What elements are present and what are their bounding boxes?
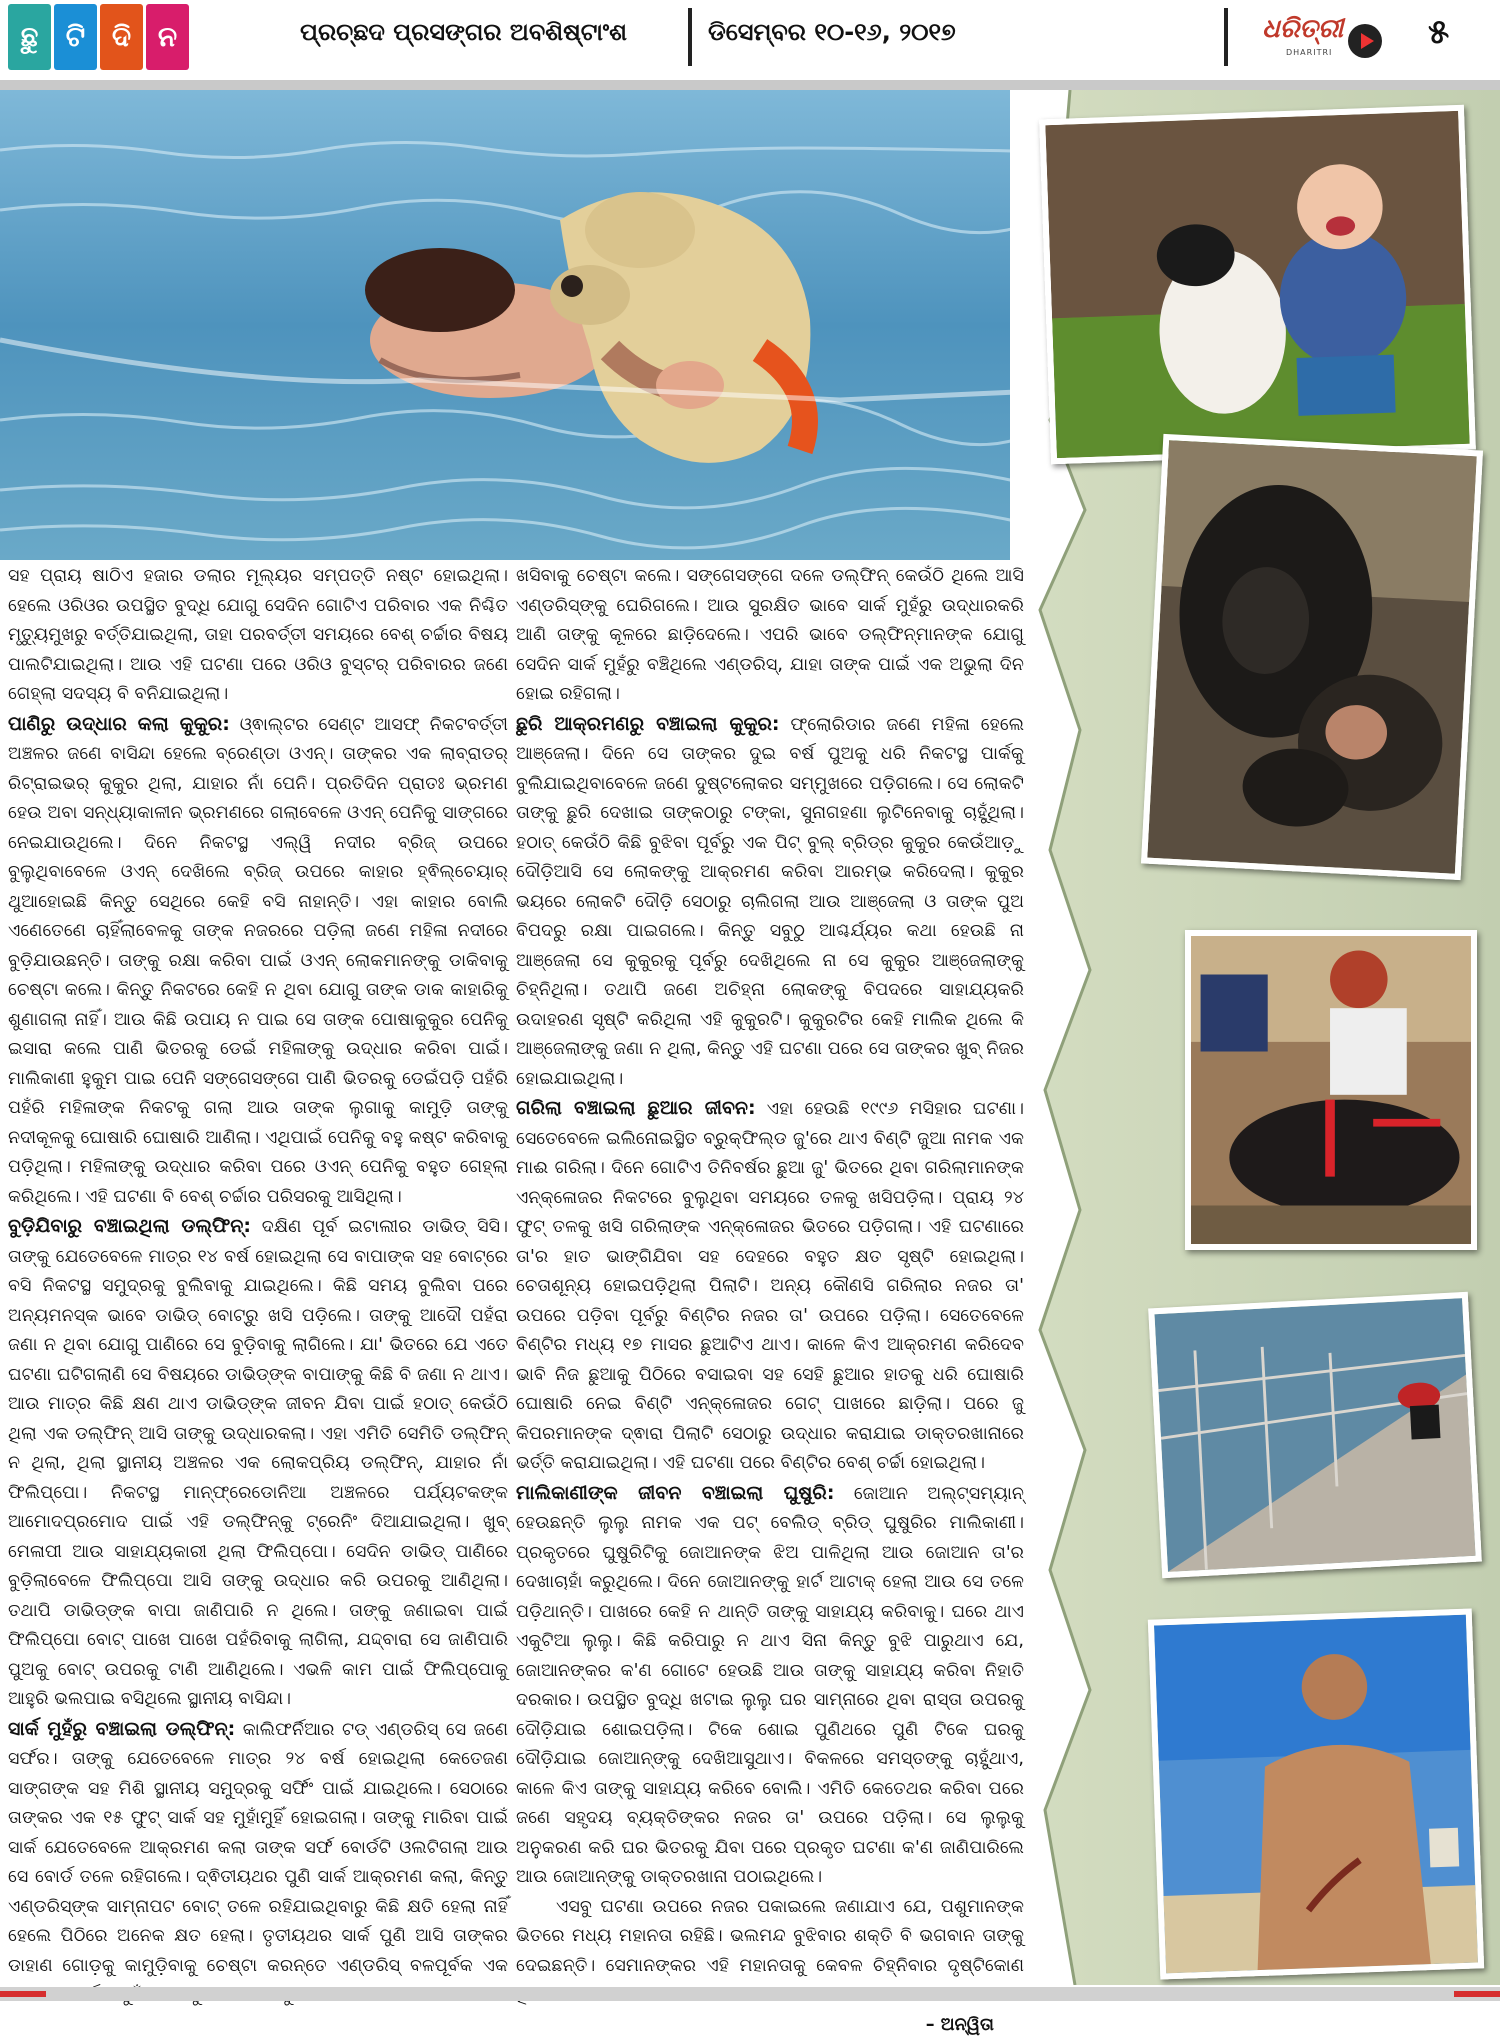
paragraph: ପାଣିରୁ ଉଦ୍ଧାର କଲା କୁକୁର: ଓ୍ଵାଲ୍ଟର ସେଣ୍ଟ ଆସଫ୍ ନିକଟବର୍ତ୍ତୀ ଅଞ୍ଚଳର ଜଣେ ବାସିନ୍ଦା ହେଲେ ବ୍ରେଣ୍ଡା ଓଏନ୍। ତାଙ୍କର ଏକ ଲାବ୍ରାଡର୍ ରିଟ୍ରାଇଭର୍ କୁକୁର ଥିଲା, ଯାହାର ନାଁ ପେନି। ପ୍ରତିଦିନ ପ୍ରାତଃ ଭ୍ରମଣ ହେଉ ଅବା ସନ୍ଧ୍ୟାକାଳୀନ ଭ୍ରମଣରେ ଗଲାବେଳେ ଓଏନ୍ ପେନିକୁ ସାଙ୍ଗରେ ନେଇଯାଉଥିଲେ। ଦିନେ ନିକଟସ୍ଥ ଏଲ୍‌ୱି ନଦୀର ବ୍ରିଜ୍ ଉପରେ ବୁଲୁଥିବାବେଳେ ଓଏନ୍ ଦେଖିଲେ ବ୍ରିଜ୍ ଉପରେ କାହାର ହ୍ଵିଲ୍‌ଚେୟାର୍ ଥୁଆହୋଇଛି କିନ୍ତୁ ସେଥିରେ କେହି ବସି ନାହାନ୍ତି। ଏହା କାହାର ବୋଲି ଏଣେତେଣେ ଚାହିଁଲାବେଳକୁ ତାଙ୍କ ନଜରରେ ପଡ଼ିଲା ଜଣେ ମହିଳା ନଦୀରେ ବୁଡ଼ିଯାଉଛନ୍ତି। ତାଙ୍କୁ ରକ୍ଷା କରିବା ପାଇଁ ଓଏନ୍ ଲୋକମାନଙ୍କୁ ଡାକିବାକୁ ଚେଷ୍ଟା କଲେ। କିନ୍ତୁ ନିକଟରେ କେହି ନ ଥିବା ଯୋଗୁ ତାଙ୍କ ଡାକ କାହାରିକୁ ଶୁଣାଗଲା ନାହିଁ। ଆଉ କିଛି ଉପାୟ ନ ପାଇ ସେ ତାଙ୍କ ପୋଷାକୁକୁର ପେନିକୁ ଇସାରା କଲେ ପାଣି ଭିତରକୁ ଡେଇଁ ମହିଳାଙ୍କୁ ଉଦ୍ଧାର କରିବା ପାଇଁ। ମାଲିକାଣୀ ହୁକୁମ ପାଇ ପେନି ସଙ୍ଗେସଙ୍ଗେ ପାଣି ଭିତରକୁ ଡେଇଁପଡ଼ି ପହଁରି ପହଁରି ମହିଳାଙ୍କ ନିକଟକୁ ଗଲା ଆଉ ତାଙ୍କ ଲୁଗାକୁ କାମୁଡ଼ି ତାଙ୍କୁ ନଦୀକୂଳକୁ ଘୋଷାରି ଘୋଷାରି ଆଣିଲା। ଏଥିପାଇଁ ପେନିକୁ ବହୁ କଷ୍ଟ କରିବାକୁ ପଡ଼ିଥିଲା। ମହିଳାଙ୍କୁ ଉଦ୍ଧାର କରିବା ପରେ ଓଏନ୍ ପେନିକୁ ବହୁତ ଗେହ୍ଲା କରିଥିଲେ। ଏହି ଘଟଣା ବି ବେଶ୍ ଚର୍ଚ୍ଚାର ପରିସରକୁ ଆସିଥିଲା। — [8, 710, 508, 1213]
photo-gorilla-with-baby — [1141, 434, 1483, 880]
publisher-logo: ଧରିତ୍ରୀ — [1262, 14, 1343, 45]
brand-tile-3: ଦି — [100, 4, 143, 70]
article-column-right — [516, 562, 1024, 2040]
header-rule — [0, 80, 1500, 90]
photo-pig-with-owner — [1185, 930, 1477, 1250]
subheading: ପାଣିରୁ ଉଦ୍ଧାର କଲା କୁକୁର: — [8, 713, 230, 735]
paragraph: ମାଲିକାଣୀଙ୍କ ଜୀବନ ବଞ୍ଚାଇଲା ଘୁଷୁରି: ଜୋଆନ ଅଲ୍‌ଟ୍ସମ୍ୟାନ୍ ହେଉଛନ୍ତି ଲୁଲୁ ନାମକ ଏକ ପଟ୍ ବେଲିଡ୍ ବ୍ରିଡ୍ ଘୁଷୁରିର ମାଲିକାଣୀ। ପ୍ରକୃତରେ ଘୁଷୁରିଟିକୁ ଜୋଆନଙ୍କ ଝିଅ ପାଳିଥିଲା ଆଉ ଜୋଆନ ତା'ର ଦେଖାଚାହାଁ କରୁଥିଲେ। ଦିନେ ଜୋଆନଙ୍କୁ ହାର୍ଟ ଆଟାକ୍ ହେଲା ଆଉ ସେ ତଳେ ପଡ଼ିଥାନ୍ତି। ପାଖରେ କେହି ନ ଥାନ୍ତି ତାଙ୍କୁ ସାହାଯ୍ୟ କରିବାକୁ। ଘରେ ଥାଏ ଏକୁଟିଆ ଲୁଲୁ। କିଛି କରିପାରୁ ନ ଥାଏ ସିନା କିନ୍ତୁ ବୁଝି ପାରୁଥାଏ ଯେ, ଜୋଆନଙ୍କର କ'ଣ ଗୋଟେ ହେଉଛି ଆଉ ତାଙ୍କୁ ସାହାଯ୍ୟ କରିବା ନିହାତି ଦରକାର। ଉପସ୍ଥିତ ବୁଦ୍ଧି ଖଟାଇ ଲୁଲୁ ଘର ସାମ୍ନାରେ ଥିବା ରାସ୍ତା ଉପରକୁ ଦୌଡ଼ିଯାଇ ଶୋଇପଡ଼ିଲା। ଟିକେ ଶୋଇ ପୁଣିଥରେ ପୁଣି ଟିକେ ଘରକୁ ଦୌଡ଼ିଯାଇ ଜୋଆନ୍‌ଙ୍କୁ ଦେଖିଆସୁଥାଏ। ବିକଳରେ ସମସ୍ତଙ୍କୁ ଚାହୁଁଥାଏ, କାଳେ କିଏ ତାଙ୍କୁ ସାହାଯ୍ୟ କରିବେ ବୋଲି। ଏମିତି କେତେଥର କରିବା ପରେ ଜଣେ ସହୃଦୟ ବ୍ୟକ୍ତିଙ୍କର ନଜର ତା' ଉପରେ ପଡ଼ିଲା। ସେ ଲୁଲୁକୁ ଅନୁକରଣ କରି ଘର ଭିତରକୁ ଯିବା ପରେ ପ୍ରକୃତ ଘଟଣା କ'ଣ ଜାଣିପାରିଲେ ଆଉ ଜୋଆନ୍‌ଙ୍କୁ ଡାକ୍ତରଖାନା ପଠାଇଥିଲେ। — [516, 1479, 1024, 1893]
paragraph: ବୁଡ଼ିଯିବାରୁ ବଞ୍ଚାଇଥିଲା ଡଲ୍‌ଫିନ୍: ଦକ୍ଷିଣ ପୂର୍ବ ଇଟାଲୀର ଡାଭିଡ୍ ସିସି। ତାଙ୍କୁ ଯେତେବେଳେ ମାତ୍ର ୧୪ ବର୍ଷ ହୋଇଥିଲା ସେ ବାପାଙ୍କ ସହ ବୋଟ୍‌ରେ ବସି ନିକଟସ୍ଥ ସମୁଦ୍ରକୁ ବୁଲିବାକୁ ଯାଇଥିଲେ। କିଛି ସମୟ ବୁଲିବା ପରେ ଅନ୍ୟମନସ୍କ ଭାବେ ଡାଭିଡ୍ ବୋଟ୍‌ରୁ ଖସି ପଡ଼ିଲେ। ତାଙ୍କୁ ଆଦୌ ପହଁରା ଜଣା ନ ଥିବା ଯୋଗୁ ପାଣିରେ ସେ ବୁଡ଼ିବାକୁ ଲାଗିଲେ। ଯା' ଭିତରେ ଯେ ଏତେ ଘଟଣା ଘଟିଗଲାଣି ସେ ବିଷୟରେ ଡାଭିଡ୍‌ଙ୍କ ବାପାଙ୍କୁ କିଛି ବି ଜଣା ନ ଥାଏ। ଆଉ ମାତ୍ର କିଛି କ୍ଷଣ ଥାଏ ଡାଭିଡ୍‌ଙ୍କ ଜୀବନ ଯିବା ପାଇଁ ହଠାତ୍ କେଉଁଠି ଥିଲା ଏକ ଡଲ୍‌ଫିନ୍ ଆସି ତାଙ୍କୁ ଉଦ୍ଧାରକଲା। ଏହା ଏମିତି ସେମିତି ଡଲ୍‌ଫିନ୍ ନ ଥିଲା, ଥିଲା ସ୍ଥାନୀୟ ଅଞ୍ଚଳର ଏକ ଲୋକପ୍ରିୟ ଡଲ୍‌ଫିନ୍, ଯାହାର ନାଁ ଫିଲିପ୍ପୋ। ନିକଟସ୍ଥ ମାନ୍‌ଫ୍ରେଡୋନିଆ ଅଞ୍ଚଳରେ ପର୍ଯ୍ୟଟକଙ୍କ ଆମୋଦପ୍ରମୋଦ ପାଇଁ ଏହି ଡଲ୍‌ଫିନ୍‌କୁ ଟ୍ରେନିଂ ଦିଆଯାଇଥିଲା। ଖୁବ୍ ମେଳାପୀ ଆଉ ସାହାଯ୍ୟକାରୀ ଥିଲା ଫିଲିପ୍ପୋ। ସେଦିନ ଡାଭିଡ୍ ପାଣିରେ ବୁଡ଼ିଲାବେଳେ ଫିଲିପ୍ପୋ ଆସି ତାଙ୍କୁ ଉଦ୍ଧାର କରି ଉପରକୁ ଆଣିଥିଲା। ତଥାପି ଡାଭିଡ୍‌ଙ୍କ ବାପା ଜାଣିପାରି ନ ଥିଲେ। ତାଙ୍କୁ ଜଣାଇବା ପାଇଁ ଫିଲିପ୍ପୋ ବୋଟ୍ ପାଖେ ପାଖେ ପହଁରିବାକୁ ଲାଗିଲା, ଯଦ୍ଦ୍ବାରା ସେ ଜାଣିପାରି ପୁଅକୁ ବୋଟ୍ ଉପରକୁ ଟାଣି ଆଣିଥିଲେ। ଏଭଳି କାମ ପାଇଁ ଫିଲିପ୍ପୋକୁ ଆହୁରି ଭଲପାଇ ବସିଥିଲେ ସ୍ଥାନୀୟ ବାସିନ୍ଦା। — [8, 1212, 508, 1715]
photo-boy-with-dog — [1039, 105, 1476, 465]
subheading: ମାଲିକାଣୀଙ୍କ ଜୀବନ ବଞ୍ଚାଇଲା ଘୁଷୁରି: — [516, 1482, 834, 1504]
photo-dog-rescue — [0, 90, 1060, 560]
header-divider — [688, 8, 692, 66]
subheading: ବୁଡ଼ିଯିବାରୁ ବଞ୍ଚାଇଥିଲା ଡଲ୍‌ଫିନ୍: — [8, 1215, 251, 1237]
photo-dog-on-pier — [1148, 1292, 1482, 1578]
paragraph: ଗରିଲା ବଞ୍ଚାଇଲା ଛୁଆର ଜୀବନ: ଏହା ହେଉଛି ୧୯୯୬ ମସିହାର ଘଟଣା। ସେତେବେଳେ ଇଲିନୋଇସ୍ଥିତ ବ୍ରୁକ୍‌ଫିଲ୍ଡ ଜୁ'ରେ ଥାଏ ବିଣ୍ଟି ଜୁଆ ନାମକ ଏକ ମାଈ ଗରିଲା। ଦିନେ ଗୋଟିଏ ତିନିବର୍ଷର ଛୁଆ ଜୁ' ଭିତରେ ଥିବା ଗରିଲାମାନଙ୍କ ଏନ୍‌କ୍ଳୋଜର ନିକଟରେ ବୁଲୁଥିବା ସମୟରେ ତଳକୁ ଖସିପଡ଼ିଲା। ପ୍ରାୟ ୨୪ ଫୁଟ୍ ତଳକୁ ଖସି ଗରିଲାଙ୍କ ଏନ୍‌କ୍ଳୋଜର ଭିତରେ ପଡ଼ିଗଲା। ଏହି ଘଟଣାରେ ତା'ର ହାତ ଭାଙ୍ଗିଯିବା ସହ ଦେହରେ ବହୁତ କ୍ଷତ ସୃଷ୍ଟି ହୋଇଥିଲା। ଚେତାଶୂନ୍ୟ ହୋଇପଡ଼ିଥିଲା ପିଲାଟି। ଅନ୍ୟ କୌଣସି ଗରିଲାର ନଜର ତା' ଉପରେ ପଡ଼ିବା ପୂର୍ବରୁ ବିଣ୍ଟିର ନଜର ତା' ଉପରେ ପଡ଼ିଲା। ସେତେବେଳେ ବିଣ୍ଟିର ମଧ୍ୟ ୧୭ ମାସର ଛୁଆଟିଏ ଥାଏ। କାଳେ କିଏ ଆକ୍ରମଣ କରିଦେବ ଭାବି ନିଜ ଛୁଆକୁ ପିଠିରେ ବସାଇବା ସହ ସେହି ଛୁଆର ହାତକୁ ଧରି ଘୋଷାରି ଘୋଷାରି ନେଇ ବିଣ୍ଟି ଏନ୍‌କ୍ଳୋଜର ଗେଟ୍ ପାଖରେ ଛାଡ଼ିଲା। ପରେ ଜୁ କିପରମାନଙ୍କ ଦ୍ଵାରା ପିଲାଟି ସେଠାରୁ ଉଦ୍ଧାର କରାଯାଇ ଡାକ୍ତରଖାନାରେ ଭର୍ତ୍ତି କରାଯାଇଥିଲା। ଏହି ଘଟଣା ପରେ ବିଣ୍ଟିର ବେଶ୍ ଚର୍ଚ୍ଚା ହୋଇଥିଲା। — [516, 1094, 1024, 1479]
subheading: ଛୁରି ଆକ୍ରମଣରୁ ବଞ୍ଚାଇଲା କୁକୁର: — [516, 713, 780, 735]
subheading: ଗରିଲା ବଞ୍ଚାଇଲା ଛୁଆର ଜୀବନ: — [516, 1097, 756, 1119]
subheading: ସାର୍କ ମୁହଁରୁ ବଞ୍ଚାଇଲା ଡଲ୍‌ଫିନ୍: — [8, 1718, 235, 1740]
paragraph: ଖସିବାକୁ ଚେଷ୍ଟା କଲେ। ସଙ୍ଗେସଙ୍ଗେ ଦଳେ ଡଲ୍‌ଫିନ୍ କେଉଁଠି ଥିଲେ ଆସି ଏଣ୍ଡରିସ୍‌ଙ୍କୁ ଘେରିଗଲେ। ଆଉ ସୁରକ୍ଷିତ ଭାବେ ସାର୍କ ମୁହଁରୁ ଉଦ୍ଧାରକରି ଆଣି ତାଙ୍କୁ କୂଳରେ ଛାଡ଼ିଦେଲେ। ଏପରି ଭାବେ ଡଲ୍‌ଫିନ୍‌ମାନଙ୍କ ଯୋଗୁ ସେଦିନ ସାର୍କ ମୁହଁରୁ ବଞ୍ଚିଥିଲେ ଏଣ୍ଡରିସ୍, ଯାହା ତାଙ୍କ ପାଇଁ ଏକ ଅଭୁଲା ଦିନ ହୋଇ ରହିଗଲା। — [516, 562, 1024, 710]
issue-date: ଡିସେମ୍ବର ୧୦-୧୬, ୨୦୧୭ — [708, 18, 956, 46]
brand-tile-1: ଛୁ — [8, 4, 51, 70]
paragraph: ସହ ପ୍ରାୟ ଷାଠିଏ ହଜାର ଡଲାର ମୂଲ୍ୟର ସମ୍ପତ୍ତି ନଷ୍ଟ ହୋଇଥିଲା। ହେଲେ ଓରିଓର ଉପସ୍ଥିତ ବୁଦ୍ଧି ଯୋଗୁ ସେଦିନ ଗୋଟିଏ ପରିବାର ଏକ ନିଶ୍ଚିତ ମୃତ୍ୟୁମୁଖରୁ ବର୍ତ୍ତିଯାଇଥିଲା, ତାହା ପରବର୍ତ୍ତୀ ସମୟରେ ବେଶ୍ ଚର୍ଚ୍ଚାର ବିଷୟ ପାଲଟିଯାଇଥିଲା। ଆଉ ଏହି ଘଟଣା ପରେ ଓରିଓ ବୁସ୍‌ଟର୍ ପରିବାରର ଜଣେ ଗେହ୍ଲା ସଦସ୍ୟ ବି ବନିଯାଇଥିଲା। — [8, 562, 508, 710]
footer-rule — [0, 1987, 1500, 2001]
masthead — [0, 0, 1500, 80]
header-divider — [1224, 8, 1228, 66]
article-column-left — [8, 562, 508, 2011]
photo-surfer-scar — [1148, 1608, 1484, 1979]
brand-tile-2: ଟି — [54, 4, 97, 70]
brand-logo — [8, 4, 189, 70]
section-title: ପ୍ରଚ୍ଛଦ ପ୍ରସଙ୍ଗର ଅବଶିଷ୍ଟାଂଶ — [300, 18, 627, 46]
paragraph: ସାର୍କ ମୁହଁରୁ ବଞ୍ଚାଇଲା ଡଲ୍‌ଫିନ୍: କାଲିଫର୍ନିଆର ଟଡ୍ ଏଣ୍ଡରିସ୍ ସେ ଜଣେ ସର୍ଫର। ତାଙ୍କୁ ଯେତେବେଳେ ମାତ୍ର ୨୪ ବର୍ଷ ହୋଇଥିଲା କେତେଜଣ ସାଙ୍ଗଙ୍କ ସହ ମିଶି ସ୍ଥାନୀୟ ସମୁଦ୍ରକୁ ସର୍ଫିଂ ପାଇଁ ଯାଇଥିଲେ। ସେଠାରେ ତାଙ୍କର ଏକ ୧୫ ଫୁଟ୍ ସାର୍କ ସହ ମୁହାଁମୁହିଁ ହୋଇଗଲା। ତାଙ୍କୁ ମାରିବା ପାଇଁ ସାର୍କ ଯେତେବେଳେ ଆକ୍ରମଣ କଲା ତାଙ୍କ ସର୍ଫ ବୋର୍ଡଟି ଓଲଟିଗଲା ଆଉ ସେ ବୋର୍ଡ ତଳେ ରହିଗଲେ। ଦ୍ଵିତୀୟଥର ପୁଣି ସାର୍କ ଆକ୍ରମଣ କଲା, କିନ୍ତୁ ଏଣ୍ଡରିସ୍‌ଙ୍କ ସାମ୍ନାପଟ ବୋଟ୍ ତଳେ ରହିଯାଇଥିବାରୁ କିଛି କ୍ଷତି ହେଲା ନାହିଁ ହେଲେ ପିଠିରେ ଅନେକ କ୍ଷତ ହେଲା। ତୃତୀୟଥର ସାର୍କ ପୁଣି ଆସି ତାଙ୍କର ଡାହାଣ ଗୋଡ଼କୁ କାମୁଡ଼ିବାକୁ ଚେଷ୍ଟା କରନ୍ତେ ଏଣ୍ଡରିସ୍ ବଳପୂର୍ବକ ଏକ — [8, 1715, 508, 2011]
publisher-logo-sub: DHARITRI — [1286, 48, 1332, 57]
byline: – ଅନ୍ୱିତା — [516, 2011, 994, 2040]
play-icon — [1348, 24, 1382, 58]
page-number: ୫ — [1428, 12, 1449, 52]
paragraph: ଛୁରି ଆକ୍ରମଣରୁ ବଞ୍ଚାଇଲା କୁକୁର: ଫ୍ଲୋରିଡାର ଜଣେ ମହିଳା ହେଲେ ଆଞ୍ଜେଲା। ଦିନେ ସେ ତାଙ୍କର ଦୁଇ ବର୍ଷ ପୁଅକୁ ଧରି ନିକଟସ୍ଥ ପାର୍କକୁ ବୁଲିଯାଇଥିବାବେଳେ ଜଣେ ଦୁଷ୍ଟଲୋକର ସମ୍ମୁଖରେ ପଡ଼ିଗଲେ। ସେ ଲୋକଟି ତାଙ୍କୁ ଛୁରି ଦେଖାଇ ତାଙ୍କଠାରୁ ଟଙ୍କା, ସୁନାଗହଣା ଲୁଟିନେବାକୁ ଚାହୁଁଥିଲା। ହଠାତ୍ କେଉଁଠି କିଛି ବୁଝିବା ପୂର୍ବରୁ ଏକ ପିଟ୍ ବୁଲ୍ ବ୍ରିଡ୍‌ର କୁକୁର କେଉଁଆଡ଼ୁ ଦୌଡ଼ିଆସି ସେ ଲୋକଙ୍କୁ ଆକ୍ରମଣ କରିବା ଆରମ୍ଭ କରିଦେଲା। କୁକୁର ଭୟରେ ଲୋକଟି ଦୌଡ଼ି ସେଠାରୁ ଚାଲିଗଲା ଆଉ ଆଞ୍ଜେଲା ଓ ତାଙ୍କ ପୁଅ ବିପଦରୁ ରକ୍ଷା ପାଇଗଲେ। କିନ୍ତୁ ସବୁଠୁ ଆଶ୍ଚର୍ଯ୍ୟର କଥା ହେଉଛି ନା ଆଞ୍ଜେଲା ସେ କୁକୁରକୁ ପୂର୍ବରୁ ଦେଖିଥିଲେ ନା ସେ କୁକୁର ଆଞ୍ଜେଲାଙ୍କୁ ଚିହ୍ନିଥିଲା। ତଥାପି ଜଣେ ଅଚିହ୍ନା ଲୋକଙ୍କୁ ବିପଦରେ ସାହାଯ୍ୟକରି ଉଦାହରଣ ସୃଷ୍ଟି କରିଥିଲା ଏହି କୁକୁରଟି। କୁକୁରଟିର କେହି ମାଲିକ ଥିଲେ କି ଆଞ୍ଜେଲାଙ୍କୁ ଜଣା ନ ଥିଲା, କିନ୍ତୁ ଏହି ଘଟଣା ପରେ ସେ ତାଙ୍କର ଖୁବ୍ ନିଜର ହୋଇଯାଇଥିଲା। — [516, 710, 1024, 1095]
brand-tile-4: ନ — [146, 4, 189, 70]
paragraph: ଏସବୁ ଘଟଣା ଉପରେ ନଜର ପକାଇଲେ ଜଣାଯାଏ ଯେ, ପଶୁମାନଙ୍କ ଭିତରେ ମଧ୍ୟ ମହାନତା ରହିଛି। ଭଲମନ୍ଦ ବୁଝିବାର ଶକ୍ତି ବି ଭଗବାନ ତାଙ୍କୁ ଦେଇଛନ୍ତି। ସେମାନଙ୍କର ଏହି ମହାନତାକୁ କେବଳ ଚିହ୍ନିବାର ଦୃଷ୍ଟିକୋଣ — [516, 1893, 1024, 2011]
